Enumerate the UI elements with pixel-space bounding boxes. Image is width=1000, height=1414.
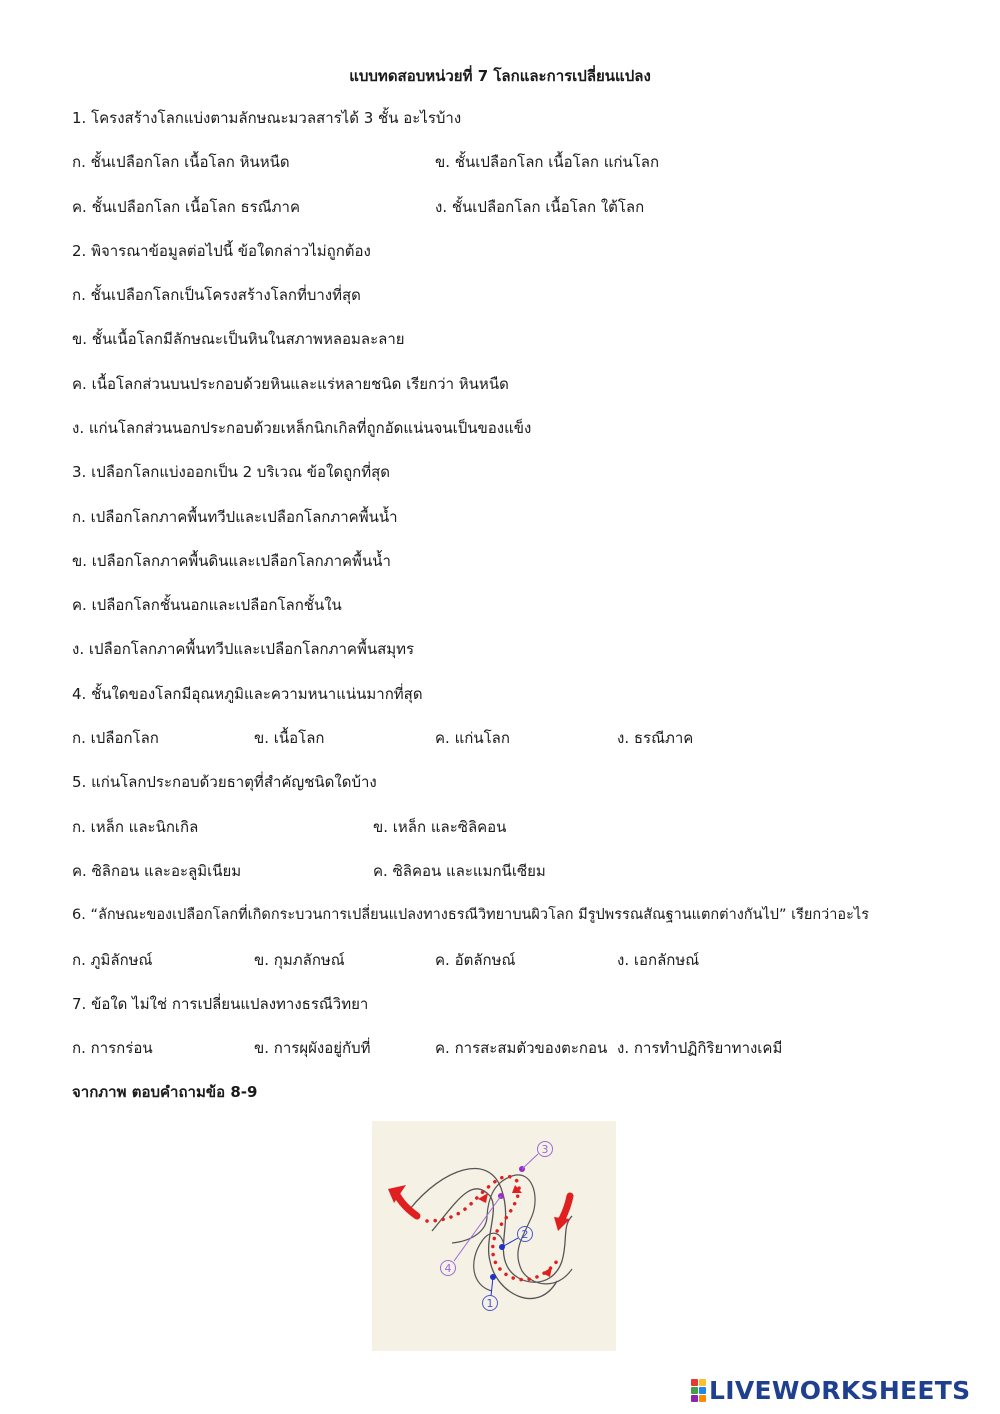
q7-option-d: ง. การทำปฏิกิริยาทางเคมี bbox=[617, 1039, 783, 1057]
q1-option-b: ข. ชั้นเปลือกโลก เนื้อโลก แก่นโลก bbox=[435, 153, 660, 171]
question-6: 6. “ลักษณะของเปลือกโลกที่เกิดกระบวนการเปลี่ยนแปลงทางธรณีวิทยาบนผิวโลก มีรูปพรรณสัณฐานแตกต่างกันไป” เรียกว่าอะไร bbox=[72, 907, 869, 923]
leader-3 bbox=[522, 1154, 538, 1169]
q6-option-d: ง. เอกลักษณ์ bbox=[617, 951, 700, 969]
q4-option-b: ข. เนื้อโลก bbox=[254, 729, 325, 747]
q1-option-c: ค. ชั้นเปลือกโลก เนื้อโลก ธรณีภาค bbox=[72, 198, 300, 216]
liveworksheets-logo[interactable] bbox=[691, 1373, 970, 1407]
question-3: 3. เปลือกโลกแบ่งออกเป็น 2 บริเวณ ข้อใดถูกที่สุด bbox=[72, 463, 391, 481]
question-2: 2. พิจารณาข้อมูลต่อไปนี้ ข้อใดกล่าวไม่ถูกต้อง bbox=[72, 242, 371, 260]
page-title: แบบทดสอบหน่วยที่ 7 โลกและการเปลี่ยนแปลง bbox=[349, 67, 651, 85]
arrow-small-1 bbox=[478, 1193, 488, 1203]
q5-option-d: ค. ซิลิคอน และแมกนีเซียม bbox=[373, 862, 546, 880]
q4-option-d: ง. ธรณีภาค bbox=[617, 729, 694, 747]
q6-option-a: ก. ภูมิลักษณ์ bbox=[72, 951, 153, 969]
q3-option-b: ข. เปลือกโลกภาคพื้นดินและเปลือกโลกภาคพื้นน้ำ bbox=[72, 552, 391, 570]
question-4: 4. ชั้นใดของโลกมีอุณหภูมิและความหนาแน่นมากที่สุด bbox=[72, 685, 423, 703]
q4-option-a: ก. เปลือกโลก bbox=[72, 729, 159, 747]
q2-option-a: ก. ชั้นเปลือกโลกเป็นโครงสร้างโลกที่บางที่สุด bbox=[72, 286, 361, 304]
q7-option-b: ข. การผุผังอยู่กับที่ bbox=[254, 1039, 371, 1057]
q2-option-b: ข. ชั้นเนื้อโลกมีลักษณะเป็นหินในสภาพหลอมละลาย bbox=[72, 330, 405, 348]
question-7: 7. ข้อใด ไม่ใช่ การเปลี่ยนแปลงทางธรณีวิทยา bbox=[72, 995, 369, 1013]
q1-option-a: ก. ชั้นเปลือกโลก เนื้อโลก หินหนืด bbox=[72, 153, 290, 171]
q2-option-d: ง. แก่นโลกส่วนนอกประกอบด้วยเหล็กนิกเกิลที่ถูกอัดแน่นจนเป็นของแข็ง bbox=[72, 419, 532, 437]
brand-name: LIVEWORKSHEETS bbox=[709, 1375, 971, 1405]
q7-option-a: ก. การกร่อน bbox=[72, 1039, 153, 1057]
q2-option-c: ค. เนื้อโลกส่วนบนประกอบด้วยหินและแร่หลายชนิด เรียกว่า หินหนืด bbox=[72, 375, 509, 393]
leader-4 bbox=[454, 1196, 501, 1261]
figure-heading: จากภาพ ตอบคำถามข้อ 8-9 bbox=[72, 1083, 258, 1101]
q3-option-d: ง. เปลือกโลกภาคพื้นทวีปและเปลือกโลกภาคพื้นสมุทร bbox=[72, 640, 415, 658]
leader-1 bbox=[491, 1277, 493, 1296]
q5-option-a: ก. เหล็ก และนิกเกิล bbox=[72, 818, 199, 836]
label-4: 4 bbox=[444, 1262, 452, 1275]
q3-option-a: ก. เปลือกโลกภาคพื้นทวีปและเปลือกโลกภาคพื้นน้ำ bbox=[72, 508, 398, 526]
label-1: 1 bbox=[486, 1297, 494, 1310]
q1-option-d: ง. ชั้นเปลือกโลก เนื้อโลก ใต้โลก bbox=[435, 198, 645, 216]
q3-option-c: ค. เปลือกโลกชั้นนอกและเปลือกโลกชั้นใน bbox=[72, 596, 342, 614]
question-1: 1. โครงสร้างโลกแบ่งตามลักษณะมวลสารได้ 3 ชั้น อะไรบ้าง bbox=[72, 109, 462, 127]
q4-option-c: ค. แก่นโลก bbox=[435, 729, 510, 747]
q5-option-c: ค. ซิลิกอน และอะลูมิเนียม bbox=[72, 862, 242, 880]
meander-svg bbox=[372, 1121, 616, 1351]
label-2: 2 bbox=[521, 1228, 529, 1241]
meander-diagram bbox=[372, 1121, 616, 1351]
question-5: 5. แก่นโลกประกอบด้วยธาตุที่สำคัญชนิดใดบ้าง bbox=[72, 773, 377, 791]
q6-option-c: ค. อัตลักษณ์ bbox=[435, 951, 516, 969]
q7-option-c: ค. การสะสมตัวของตะกอน bbox=[435, 1039, 608, 1057]
arrow-right bbox=[562, 1196, 570, 1219]
label-3: 3 bbox=[541, 1143, 549, 1156]
q6-option-b: ข. กุมภลักษณ์ bbox=[254, 951, 345, 969]
liveworksheets-icon bbox=[691, 1379, 706, 1402]
q5-option-b: ข. เหล็ก และซิลิคอน bbox=[373, 818, 507, 836]
